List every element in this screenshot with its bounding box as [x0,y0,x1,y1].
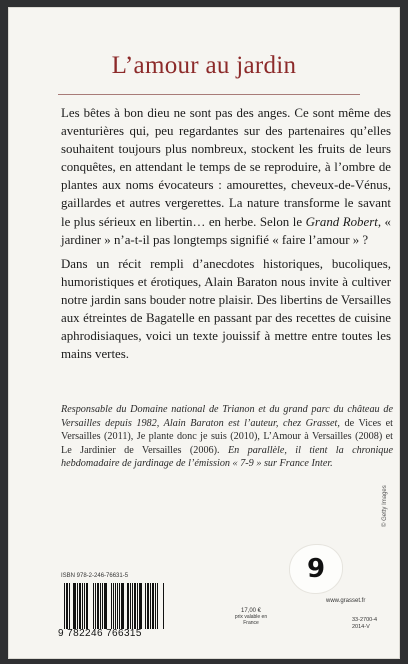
author-bio [61,403,393,471]
blurb-paragraph-1 [61,104,391,249]
author-bio-radio: En parallèle, il tient la chronique hebdomadaire de jardinage de l’émission « 7-9 » sur France Inter. [61,444,393,470]
catalog-code: 33-2700-4 [352,617,378,623]
barcode-bar [134,583,136,629]
barcode-bar [157,583,158,629]
barcode-bar [97,583,99,629]
barcode-bar [108,583,110,629]
barcode-bar [73,583,76,629]
barcode [64,583,164,629]
price-country: France [243,620,259,626]
blurb-paragraph-1-text: Les bêtes à bon dieu ne sont pas des anges. Ce sont même des aventurières qui, peu regardantes sur des partenaires qu’elles souhaitent toujours plus nombreux, stockent les fruits de leurs conquêtes, en attendant le temps de se reproduire, à l’ombre de plantes aux noms évocateurs : amourettes, cheveux-de-Vénus, gaillardes et autres vergerettes. La nature transforme le savant le plus sérieux en libertin… en herbe. Selon le [61,106,391,229]
barcode-bar [71,583,72,629]
book-back-cover [8,7,400,659]
barcode-bar [125,583,126,629]
barcode-bar [121,583,124,629]
barcode-bar [64,583,65,629]
handwritten-number-sticker: 9 [290,545,342,593]
barcode-number: 9 782246 766315 [58,628,142,639]
barcode-bar [159,583,162,629]
barcode-bar [152,583,154,629]
price-box [232,608,270,626]
barcode-bar [100,583,101,629]
barcode-bar [69,583,70,629]
barcode-bar [95,583,96,629]
barcode-bar [93,583,94,629]
author-bio-books: de Vices et Versailles (2011), Je plante donc je suis (2010), L’Amour à Versailles (2008) et Le Jardinier de Versailles (2006). [61,417,393,456]
book-title: L’amour au jardin [111,52,297,79]
isbn-label: ISBN 978-2-246-76631-5 [61,573,129,579]
barcode-bar [143,583,144,629]
edition-code: 2014-V [352,624,370,630]
grand-robert-reference: Grand Robert [305,214,378,229]
barcode-bar [115,583,117,629]
barcode-bar [111,583,112,629]
barcode-bar [132,583,133,629]
blurb-paragraph-2: Dans un récit rempli d’anecdotes historiques, bucoliques, humoristiques et érotiques, Alain Baraton nous invite à cultiver notre jardin sans bouder notre plaisir. Des libertins de Versailles aux étreintes de Bagatelle en passant par des recettes de cuisine aphrodisiaques, voici un texte jouissif à mettre entre toutes les mains vertes. [61,257,391,362]
barcode-bar [130,583,131,629]
barcode-bar [145,583,146,629]
barcode-bar [113,583,114,629]
barcode-bar [84,583,85,629]
publisher-website: www.grasset.fr [326,598,366,604]
barcode-bar [102,583,103,629]
author-bio-intro: Responsable du Domaine national de Trianon et du grand parc du château de Versailles depuis 1982, Alain Baraton est l’auteur, chez Grasset, [61,404,393,429]
price-validity: prix valable en [234,614,268,620]
barcode-bar [82,583,83,629]
barcode-bar [79,583,81,629]
barcode-bar [163,583,164,629]
barcode-bar [155,583,156,629]
price-amount: 17,00 € [240,608,262,614]
barcode-bar [139,583,142,629]
barcode-bar [104,583,107,629]
photo-credit: © Getty Images [382,485,388,527]
barcode-bar [137,583,138,629]
barcode-bar [119,583,120,629]
barcode-bar [89,583,92,629]
barcode-bar [147,583,149,629]
barcode-bar [127,583,129,629]
barcode-bar [77,583,78,629]
barcode-bar [150,583,151,629]
title-divider [58,94,360,95]
barcode-bar [66,583,68,629]
blurb-paragraph-1-end: , « jardiner » n’a-t-il pas longtemps signifié « faire l’amour » ? [61,214,392,247]
barcode-bar [86,583,88,629]
barcode-bar [117,583,118,629]
